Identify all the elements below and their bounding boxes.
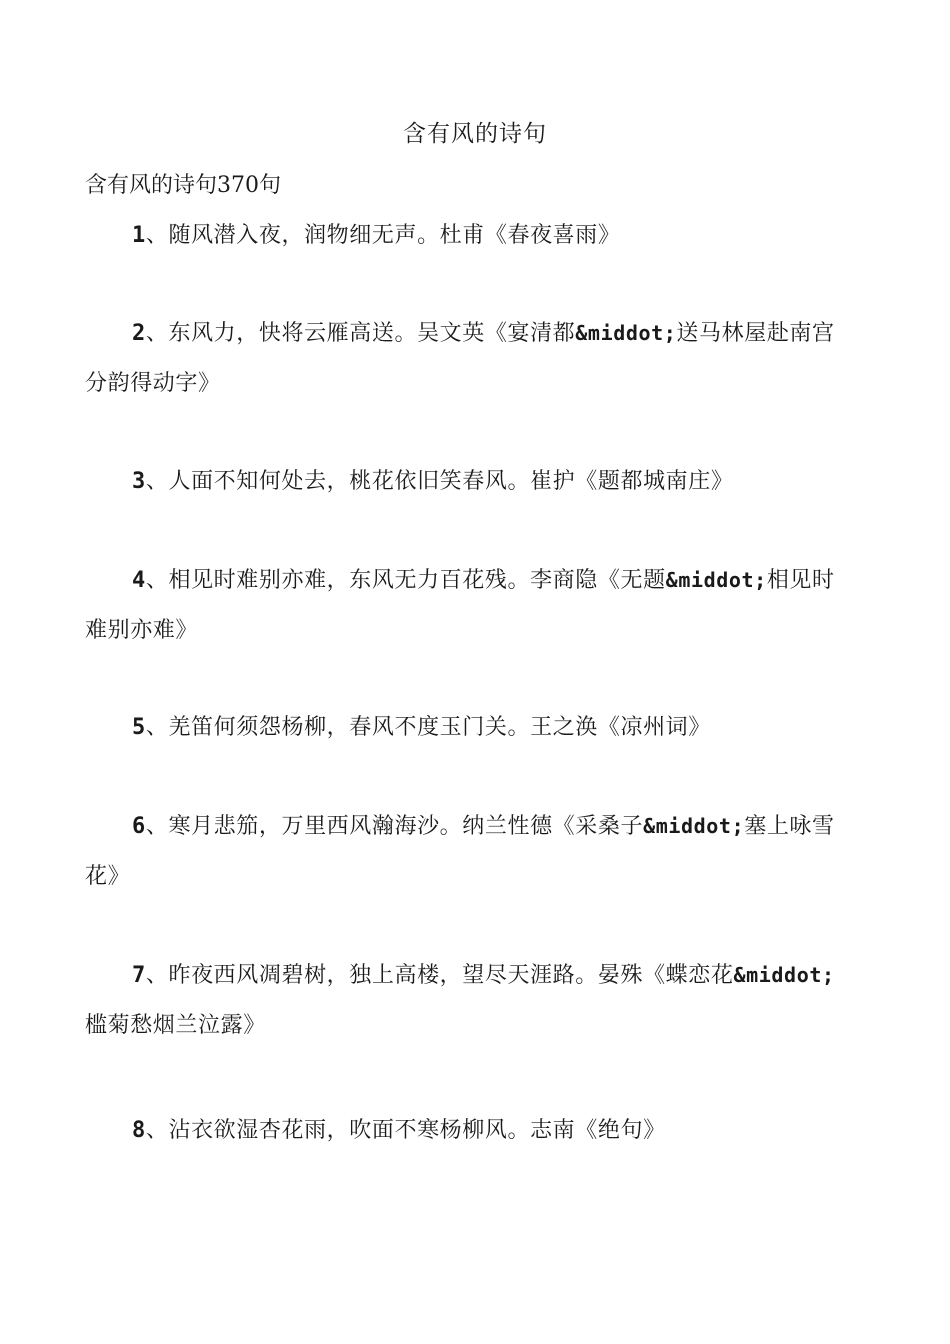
entry-text: 寒月悲笳，万里西风瀚海沙。纳兰性德《采桑子 — [168, 814, 644, 839]
entry-text: 人面不知何处去，桃花依旧笑春风。崔护《题都城南庄》 — [168, 469, 734, 494]
entry-separator: 、 — [145, 1118, 169, 1143]
poem-entry-3 — [85, 457, 850, 507]
entry-separator: 、 — [145, 321, 169, 346]
entry-separator: 、 — [145, 223, 169, 248]
entry-separator: 、 — [145, 814, 169, 839]
entry-number: 2 — [132, 321, 146, 346]
entry-separator: 、 — [145, 963, 169, 988]
entry-text: 随风潜入夜，润物细无声。杜甫《春夜喜雨》 — [168, 223, 621, 248]
document-title: 含有风的诗句 — [403, 121, 547, 147]
entry-separator: 、 — [145, 568, 169, 593]
entry-entity-text: &middot; — [575, 321, 677, 345]
poem-entry-2 — [85, 308, 850, 409]
entry-text: 相见时难别亦难，东风无力百花残。李商隐《无题 — [168, 568, 666, 593]
poem-entry-4 — [85, 555, 850, 656]
entry-text: 昨夜西风凋碧树，独上高楼，望尽天涯路。晏殊《蝶恋花 — [168, 963, 734, 988]
poem-entry-1 — [85, 211, 850, 261]
entry-tail-text: 塞上咏雪花》 — [85, 814, 835, 889]
entry-text: 沾衣欲湿杏花雨，吹面不寒杨柳风。志南《绝句》 — [168, 1118, 666, 1143]
entry-separator: 、 — [145, 715, 169, 740]
entry-number: 6 — [132, 814, 146, 839]
entry-text: 羌笛何须怨杨柳，春风不度玉门关。王之涣《凉州词》 — [168, 715, 711, 740]
entry-number: 1 — [132, 223, 146, 248]
entry-text: 东风力，快将云雁高送。吴文英《宴清都 — [168, 321, 576, 346]
entry-tail-text: 送马林屋赴南宫分韵得动字》 — [85, 321, 835, 396]
entry-separator: 、 — [145, 469, 169, 494]
poem-entry-8 — [85, 1106, 850, 1156]
poem-entry-6 — [85, 801, 850, 902]
poem-entry-5 — [85, 703, 850, 753]
entry-number: 3 — [132, 469, 146, 494]
entry-number: 5 — [132, 715, 146, 740]
poem-entry-7 — [85, 950, 850, 1051]
document-subtitle: 含有风的诗句370句 — [85, 173, 281, 198]
entry-entity-text: &middot; — [733, 963, 835, 987]
entry-tail-text: 槛菊愁烟兰泣露》 — [85, 1013, 266, 1038]
entry-number: 7 — [132, 963, 146, 988]
entry-entity-text: &middot; — [643, 814, 745, 838]
entry-tail-text: 相见时难别亦难》 — [85, 568, 835, 643]
entry-entity-text: &middot; — [665, 568, 767, 592]
entry-number: 4 — [132, 568, 146, 593]
entry-number: 8 — [132, 1118, 146, 1143]
